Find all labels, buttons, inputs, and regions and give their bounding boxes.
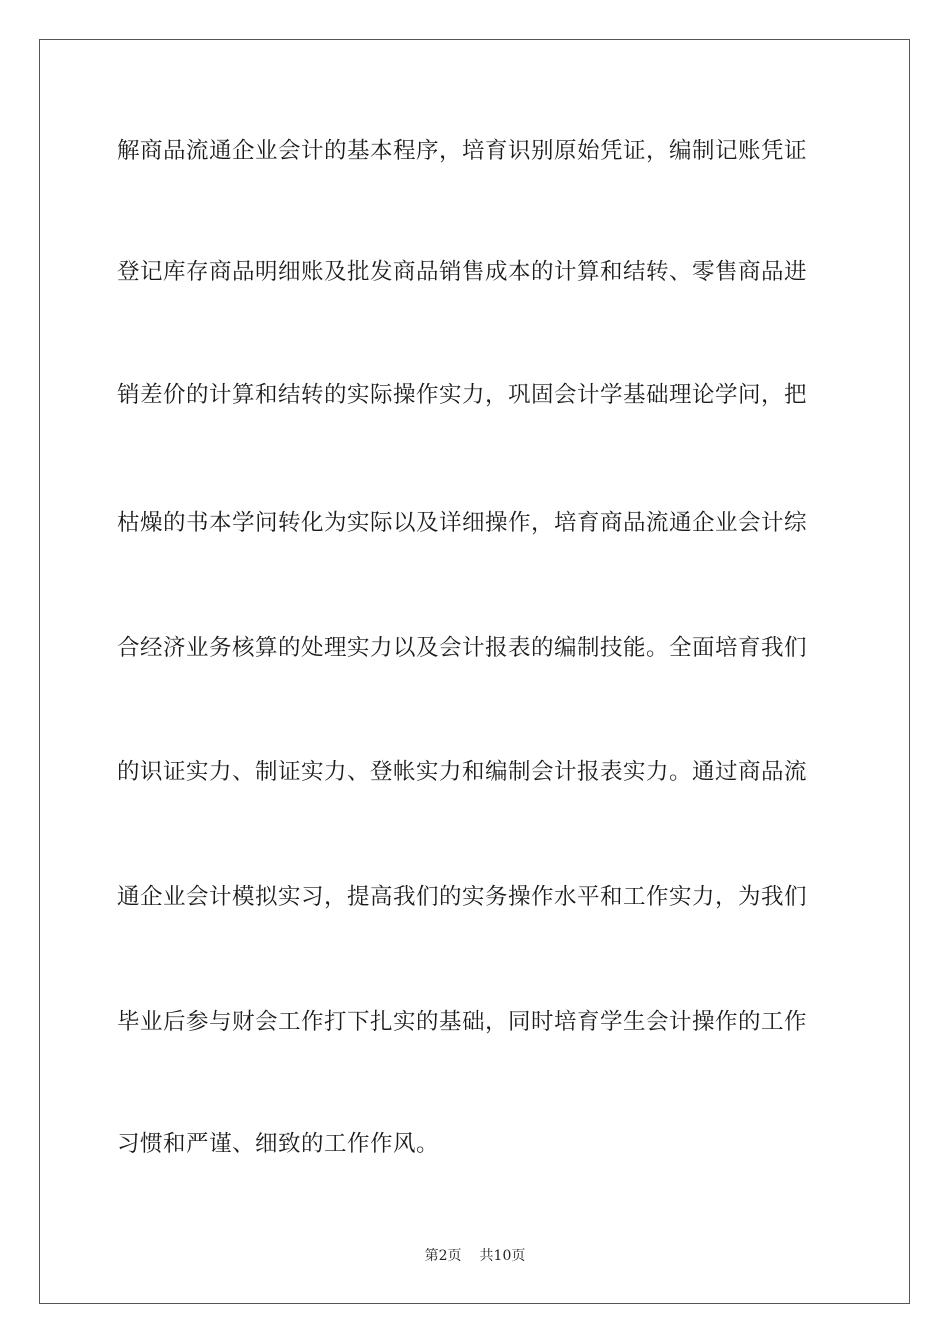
body-text-line: 登记库存商品明细账及批发商品销售成本的计算和结转、零售商品进: [117, 259, 808, 285]
body-text-line: 的识证实力、制证实力、登帐实力和编制会计报表实力。通过商品流: [117, 759, 808, 785]
page-footer: [0, 1246, 950, 1266]
body-text-line: 合经济业务核算的处理实力以及会计报表的编制技能。全面培育我们: [117, 635, 808, 661]
page-number: 第2页: [424, 1248, 462, 1264]
body-text-line: 枯燥的书本学问转化为实际以及详细操作，培育商品流通企业会计综: [117, 510, 808, 536]
body-text-line: 通企业会计模拟实习，提高我们的实务操作水平和工作实力，为我们: [117, 884, 808, 910]
body-text-line: 毕业后参与财会工作打下扎实的基础，同时培育学生会计操作的工作: [117, 1009, 808, 1035]
body-text-line: 习惯和严谨、细致的工作作风。: [117, 1131, 440, 1157]
body-text-line: 解商品流通企业会计的基本程序，培育识别原始凭证，编制记账凭证: [117, 138, 808, 164]
page-total: 共10页: [479, 1248, 526, 1264]
page-border: [39, 39, 910, 1304]
body-text-line: 销差价的计算和结转的实际操作实力，巩固会计学基础理论学问，把: [117, 382, 808, 408]
